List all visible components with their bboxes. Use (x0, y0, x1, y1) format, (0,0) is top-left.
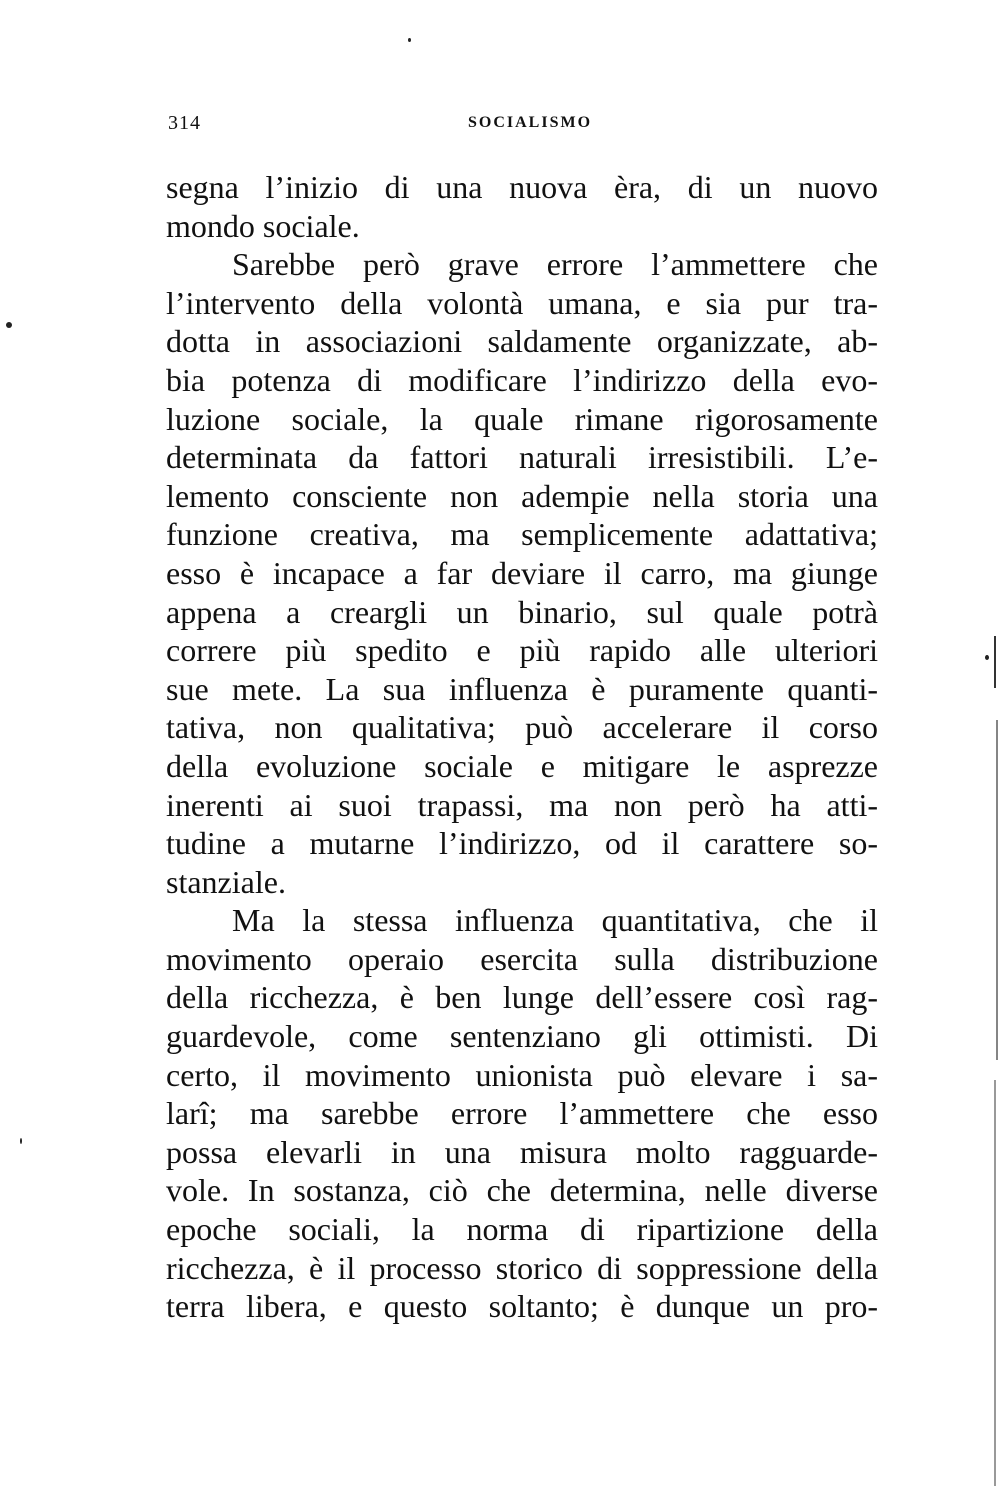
text-line: inerenti ai suoi trapassi, ma non però ha atti- (166, 786, 878, 823)
body-text (166, 168, 878, 1326)
text-line: determinata da fattori naturali irresistibili. L’e- (166, 439, 878, 476)
text-line: larî; ma sarebbe errore l’ammettere che esso (166, 1095, 878, 1132)
scan-speck (6, 322, 12, 328)
text-line: segna l’inizio di una nuova èra, di un nuovo (166, 169, 878, 205)
paragraph-first-line: Ma la stessa influenza quantitativa, che il (232, 902, 878, 939)
page-header (168, 112, 878, 142)
margin-rule (994, 1080, 996, 1486)
text-line: stanziale. (166, 863, 286, 900)
text-line: tativa, non qualitativa; può accelerare il corso (166, 709, 878, 746)
text-line: tudine a mutarne l’indirizzo, od il carattere so- (166, 825, 878, 862)
scan-speck (985, 655, 989, 660)
text-line: dotta in associazioni saldamente organizzate, ab- (166, 323, 878, 360)
page-number: 314 (168, 112, 201, 134)
text-line: sue mete. La sua influenza è puramente quanti- (166, 670, 878, 707)
text-line: appena a creargli un binario, sul quale potrà (166, 593, 878, 630)
scan-speck (408, 38, 411, 42)
text-line: certo, il movimento unionista può elevare i sa- (166, 1056, 878, 1093)
text-line: terra libera, e questo soltanto; è dunque un pro- (166, 1288, 878, 1325)
text-line: luzione sociale, la quale rimane rigorosamente (166, 400, 878, 437)
margin-rule (996, 720, 998, 1060)
scan-speck (20, 1138, 22, 1144)
text-line: esso è incapace a far deviare il carro, ma giunge (166, 554, 878, 591)
text-line: della evoluzione sociale e mitigare le asprezze (166, 747, 878, 784)
text-line: possa elevarli in una misura molto ragguarde- (166, 1133, 878, 1170)
text-line: epoche sociali, la norma di ripartizione della (166, 1211, 878, 1248)
text-line: vole. In sostanza, ciò che determina, nelle diverse (166, 1172, 878, 1209)
text-line: funzione creativa, ma semplicemente adattativa; (166, 516, 878, 553)
margin-rule (994, 636, 996, 688)
paragraph-first-line: Sarebbe però grave errore l’ammettere che (232, 246, 878, 283)
text-line: mondo sociale. (166, 207, 360, 244)
text-line: movimento operaio esercita sulla distribuzione (166, 940, 878, 977)
text-line: lemento consciente non adempie nella storia una (166, 477, 878, 514)
text-line: l’intervento della volontà umana, e sia pur tra- (166, 284, 878, 321)
text-line: bia potenza di modificare l’indirizzo della evo- (166, 361, 878, 398)
text-line: ricchezza, è il processo storico di soppressione della (166, 1249, 878, 1286)
text-line: guardevole, come sentenziano gli ottimisti. Di (166, 1018, 878, 1055)
text-line: della ricchezza, è ben lunge dell’essere così rag- (166, 979, 878, 1016)
running-head: SOCIALISMO (468, 114, 593, 131)
text-line: correre più spedito e più rapido alle ulteriori (166, 632, 878, 669)
